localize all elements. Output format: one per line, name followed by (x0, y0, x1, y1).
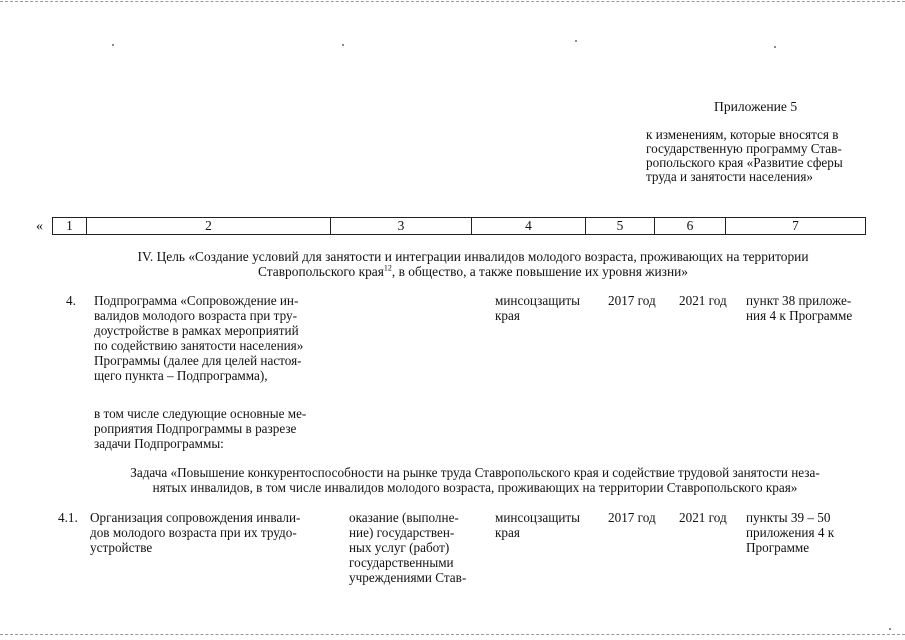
row-start-year: 2017 год (608, 293, 656, 308)
scan-speck (575, 40, 577, 42)
section-heading-line: , в общество, а также повышение их уровня жизни» (391, 264, 688, 279)
row-name (94, 293, 346, 383)
row-name-line: щего пункта – Подпрограмма), (94, 368, 268, 383)
section-heading-line: Ставропольского края (258, 264, 384, 279)
task-heading (70, 465, 880, 495)
row-executor-line: края (495, 525, 520, 540)
row-name (90, 510, 343, 555)
row-start-year: 2017 год (608, 510, 656, 525)
row-name-line: доустройстве в рамках мероприятий (94, 323, 299, 338)
section-heading-line: IV. Цель «Создание условий для занятости и интеграции инвалидов молодого возраста, проживающих на территории (137, 249, 809, 264)
column-number-cell: 3 (331, 218, 472, 235)
task-heading-line: нятых инвалидов, в том числе инвалидов молодого возраста, проживающих на территории Ставропольского края» (152, 480, 798, 495)
row-number: 4. (66, 293, 76, 308)
row-including-line: задачи Подпрограммы: (94, 436, 224, 451)
row-reference-line: ния 4 к Программе (746, 308, 853, 323)
appendix-title: Приложение 5 (714, 99, 798, 114)
bottom-scan-edge (0, 634, 905, 635)
row-name-line: Подпрограмма «Сопровождение ин- (94, 293, 299, 308)
column-number-header (52, 217, 866, 235)
column-number-cell: 1 (53, 218, 87, 235)
row-name-line: Организация сопровождения инвали- (90, 510, 301, 525)
scan-speck (342, 44, 344, 46)
scan-speck (112, 44, 114, 46)
top-scan-edge (0, 1, 905, 2)
row-reference (746, 510, 876, 555)
row-executor-line: края (495, 308, 520, 323)
appendix-subtitle-line: к изменениям, которые вносятся в (646, 127, 839, 142)
row-activity-line: оказание (выполне- (349, 510, 459, 525)
row-reference-line: пункты 39 – 50 (746, 510, 831, 525)
appendix-subtitle-line: государственную программу Став- (646, 141, 842, 156)
row-executor (495, 293, 595, 323)
row-activity-line: государственными (349, 555, 454, 570)
row-executor-line: минсоцзащиты (495, 293, 581, 308)
scan-speck (889, 628, 891, 630)
row-activity-line: ных услуг (работ) (349, 540, 450, 555)
scan-speck (774, 46, 776, 48)
row-name-line: устройстве (90, 540, 153, 555)
appendix-subtitle-line: труда и занятости населения» (646, 169, 813, 184)
appendix-subtitle-line: ропольского края «Развитие сферы (646, 155, 843, 170)
column-number-cell: 4 (472, 218, 586, 235)
row-reference-line: Программе (746, 540, 810, 555)
row-activity-line: ние) государствен- (349, 525, 455, 540)
column-number-cell: 5 (586, 218, 655, 235)
row-end-year: 2021 год (679, 293, 727, 308)
column-number-cell: 7 (726, 218, 866, 235)
row-executor-line: минсоцзащиты (495, 510, 581, 525)
row-including-note (94, 406, 346, 451)
column-number-cell: 2 (87, 218, 331, 235)
row-name-line: по содействию занятости населения» (94, 338, 304, 353)
task-heading-line: Задача «Повышение конкурентоспособности на рынке труда Ставропольского края и содействие трудовой занятости неза- (130, 465, 820, 480)
footnote-marker: 12 (383, 263, 392, 273)
row-activity-line: учреждениями Став- (349, 570, 467, 585)
column-number-cell: 6 (655, 218, 726, 235)
row-reference-line: приложения 4 к (746, 525, 835, 540)
row-including-line: роприятия Подпрограммы в разрезе (94, 421, 297, 436)
row-activity-type (349, 510, 489, 585)
row-name-line: валидов молодого возраста при тру- (94, 308, 297, 323)
appendix-subtitle (646, 128, 882, 184)
row-executor (495, 510, 595, 540)
row-including-line: в том числе следующие основные ме- (94, 406, 307, 421)
row-reference-line: пункт 38 приложе- (746, 293, 852, 308)
section-heading (90, 249, 856, 279)
row-name-line: Программы (далее для целей настоя- (94, 353, 302, 368)
row-number: 4.1. (58, 510, 78, 525)
opening-quote-mark: « (36, 219, 43, 234)
row-name-line: дов молодого возраста при их трудо- (90, 525, 297, 540)
row-end-year: 2021 год (679, 510, 727, 525)
row-reference (746, 293, 877, 323)
